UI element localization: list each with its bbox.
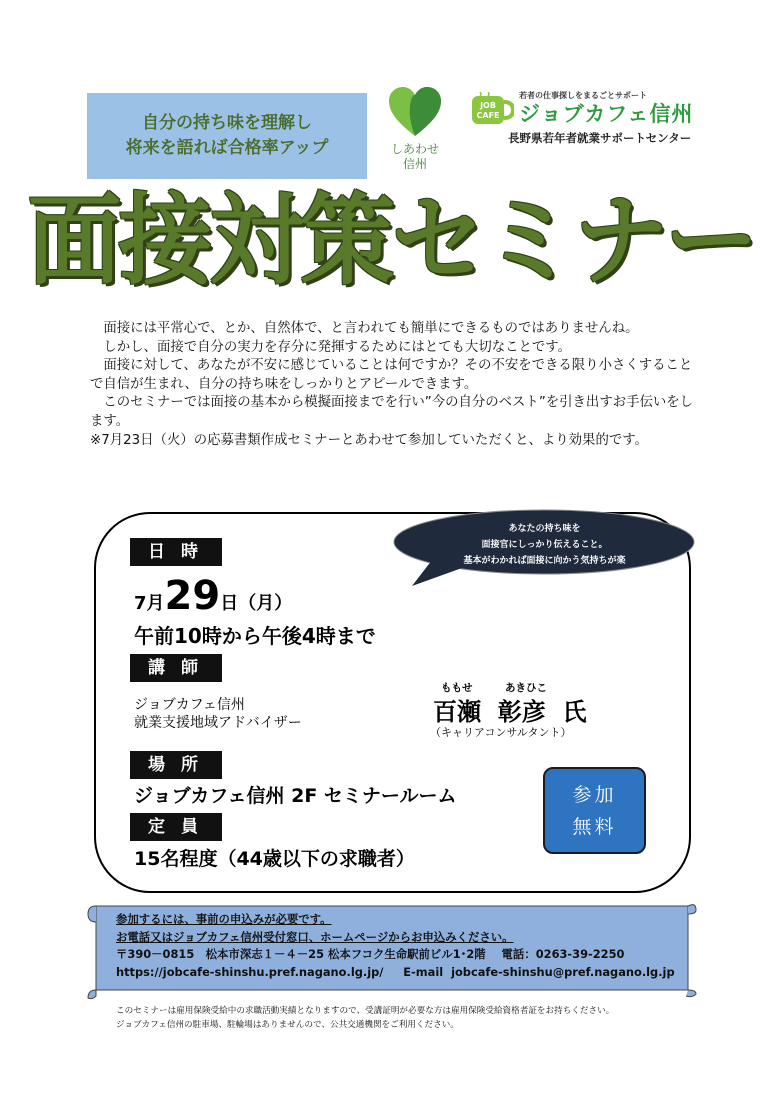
tagline-line-2: 将来を語れば合格率アップ	[125, 138, 329, 158]
bubble-line-1: あなたの持ち味を	[508, 524, 581, 534]
intro-paragraph: しかし、面接で自分の実力を存分に発揮するためにはとても大切なことです。	[90, 339, 571, 355]
footer-line-2: お電話又はジョブカフェ信州受付窓口、ホームページからお申込みください。	[116, 929, 514, 944]
intro-paragraph: 面接に対して、あなたが不安に感じていることは何ですか？その不安をできる限り小さくすることで自信が生まれ、自分の持ち味をしっかりとアピールできます。	[90, 358, 693, 392]
website-link[interactable]: https://jobcafe-shinshu.pref.nagano.lg.jp/	[116, 964, 384, 979]
note-line-1: このセミナーは雇用保険受給中の求職活動実績となりますので、受講証明が必要な方は雇用保険受給資格者証をお持ちください。	[116, 1006, 615, 1016]
shiawase-logo-line-1: しあわせ	[390, 142, 439, 156]
intro-note: ※7月23日（火）の応募書類作成セミナーとあわせて参加していただくと、より効果的です。	[90, 432, 648, 448]
date-weekday: （月）	[238, 593, 293, 614]
email-label: E-mail	[403, 964, 444, 979]
capacity-label: 定員	[130, 813, 222, 841]
lecturer-label: 講師	[130, 654, 222, 682]
jobcafe-subtitle: 長野県若年者就業サポートセンター	[508, 131, 692, 145]
footer-line-1: 参加するには、事前の申込みが必要です。	[116, 912, 332, 926]
lecturer-name	[433, 692, 586, 727]
lecturer-ruby-family: ももせ	[441, 682, 473, 694]
date-month-unit: 月	[146, 593, 165, 614]
intro-paragraph: 面接には平常心で、とか、自然体で、と言われても簡単にできるものではありませんね。	[90, 321, 639, 336]
event-time: 午前10時から午後4時まで	[134, 624, 376, 648]
lecturer-ruby-given: あきひこ	[505, 682, 547, 694]
lecturer-org: ジョブカフェ信州	[134, 697, 245, 713]
bubble-line-2: 面接官にしっかり伝えること。	[481, 540, 608, 550]
jobcafe-badge-cafe: CAFE	[476, 111, 500, 120]
lecturer-title: （キャリアコンサルタント）	[430, 726, 572, 739]
phone-label: 電話：	[501, 947, 536, 961]
place-label: 場所	[130, 751, 222, 779]
application-info	[116, 911, 676, 981]
shiawase-shinshu-logo	[383, 86, 447, 176]
jobcafe-catchphrase: 若者の仕事探しをまるごとサポート	[519, 91, 647, 100]
date-month: 7	[134, 593, 147, 614]
tagline-banner	[87, 93, 367, 179]
date-label: 日時	[130, 538, 222, 566]
lecturer-honorific: 氏	[562, 698, 587, 726]
event-capacity: 15名程度（44歳以下の求職者）	[134, 848, 415, 870]
shiawase-logo-line-2: 信州	[402, 157, 427, 171]
free-badge-line-1: 参加	[572, 783, 617, 806]
phone-number[interactable]: 0263-39-2250	[535, 947, 625, 961]
date-day: 29	[164, 573, 221, 619]
free-badge-line-2: 無料	[572, 815, 617, 838]
free-admission-badge	[543, 767, 646, 854]
bubble-line-3: 基本がわかれば面接に向かう気持ちが楽	[463, 556, 626, 566]
date-day-unit: 日	[220, 593, 239, 614]
heart-icon	[387, 86, 443, 138]
footer-address-row	[116, 946, 676, 964]
event-place: ジョブカフェ信州 2F セミナールーム	[134, 785, 457, 807]
notes	[116, 1004, 614, 1032]
intro-text	[90, 320, 698, 450]
jobcafe-badge-job: JOB	[480, 101, 496, 110]
lecturer-family-name: 百瀬	[433, 698, 481, 726]
note-line-2: ジョブカフェ信州の駐車場、駐輪場はありませんので、公共交通機関をご利用ください。	[116, 1020, 459, 1030]
intro-paragraph: このセミナーでは面接の基本から模擬面接までを行い”今の自分のベスト”を引き出すお手伝いをします。	[90, 395, 694, 429]
email-link[interactable]: jobcafe-shinshu@pref.nagano.lg.jp	[451, 964, 675, 979]
footer-address: 〒390－0815 松本市深志１－４－25 松本フコク生命駅前ビル1･2階	[116, 947, 486, 961]
lecturer-role: 就業支援地域アドバイザー	[134, 715, 302, 731]
page-title: 面接対策セミナー	[27, 184, 756, 299]
event-date	[134, 574, 292, 626]
jobcafe-name: ジョブカフェ信州	[519, 102, 694, 126]
footer-contact-row	[116, 964, 676, 982]
tagline-line-1: 自分の持ち味を理解し	[142, 113, 312, 133]
coffee-cup-icon	[470, 92, 514, 128]
lecturer-given-name: 彰彦	[497, 698, 546, 726]
